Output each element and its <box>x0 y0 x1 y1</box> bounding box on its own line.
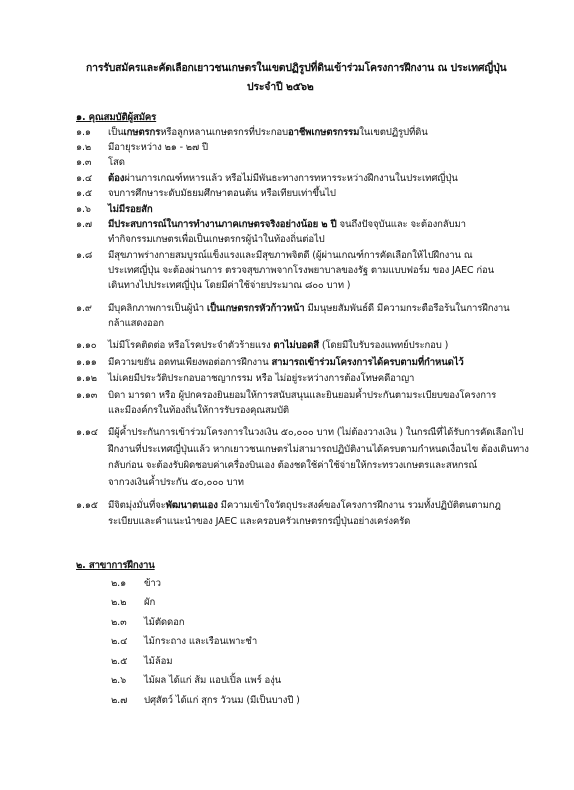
item-1-12-number: ๑.๑๒ <box>76 373 97 384</box>
item-2-7-text: ปศุสัตว์ ได้แก่ สุกร วัวนม (มีเป็นบางปี ) <box>144 695 300 706</box>
item-2-4-number: ๒.๔ <box>111 636 128 647</box>
item-2-5-text: ไม้ล้อม <box>144 656 173 667</box>
item-1-15-number: ๑.๑๕ <box>76 500 98 511</box>
item-2-7-number: ๒.๗ <box>111 695 128 706</box>
item-2-3-text: ไม้ตัดดอก <box>144 617 185 628</box>
item-1-15-line1: มีจิตมุ่งมั่นที่จะพัฒนาตนเอง มีความเข้าใจวัตถุประสงค์ของโครงการฝึกงาน รวมทั้งปฏิบัติตนตามกฎ <box>108 500 501 511</box>
item-1-7-line2: ทำกิจกรรมเกษตรเพื่อเป็นเกษตรกรผู้นำในท้องถิ่นต่อไป <box>108 234 325 245</box>
item-1-1-number: ๑.๑ <box>76 127 91 138</box>
item-2-1-text: ข้าว <box>144 578 161 589</box>
section2-heading: ๒. สาขาการฝึกงาน <box>76 560 155 571</box>
item-1-13-line2: และมีองค์กรในท้องถิ่นให้การรับรองคุณสมบัติ <box>108 405 289 416</box>
item-1-12-text: ไม่เคยมีประวัติประกอบอาชญากรรม หรือ ไม่อยู่ระหว่างการต้องโทษคดีอาญา <box>108 373 415 384</box>
item-1-2-text: มีอายุระหว่าง ๒๑ - ๒๗ ปี <box>108 142 208 153</box>
item-1-5-number: ๑.๕ <box>76 188 92 199</box>
item-1-13-line1: บิดา มารดา หรือ ผู้ปกครองยินยอมให้การสนับสนุนและยินยอมค้ำประกันตามระเบียบของโครงการ <box>108 390 497 401</box>
item-2-6-text: ไม้ผล ได้แก่ ส้ม แอปเปิ้ล แพร์ องุ่น <box>144 675 282 686</box>
item-1-6-text: ไม่มีรอยสัก <box>108 204 153 215</box>
item-1-14-number: ๑.๑๔ <box>76 427 98 438</box>
item-2-4-text: ไม้กระถาง และเรือนเพาะชำ <box>144 636 258 647</box>
item-1-10-number: ๑.๑๐ <box>76 340 97 351</box>
item-1-9-number: ๑.๙ <box>76 303 92 314</box>
item-1-15-line2: ระเบียบและคำแนะนำของ JAEC และครอบครัวเกษตรกรญี่ปุ่นอย่างเคร่งครัด <box>108 516 411 527</box>
item-2-2-text: ผัก <box>144 597 156 608</box>
item-1-3-number: ๑.๓ <box>76 157 92 168</box>
item-1-2-number: ๑.๒ <box>76 142 92 153</box>
item-1-8-line1: มีสุขภาพร่างกายสมบูรณ์แข็งแรงและมีสุขภาพจิตดี (ผู้ผ่านเกณฑ์การคัดเลือกให้ไปฝึกงาน ณ <box>108 250 473 261</box>
item-1-11-number: ๑.๑๑ <box>76 357 97 368</box>
item-1-3-text: โสด <box>108 157 125 168</box>
item-1-8-line2: ประเทศญี่ปุ่น จะต้องผ่านการ ตรวจสุขภาพจากโรงพยาบาลของรัฐ ตามแบบฟอร์ม ของ JAEC ก่อน <box>108 265 495 276</box>
item-1-14-line4: จากวงเงินค้ำประกัน ๕๐,๐๐๐ บาท <box>108 477 244 488</box>
section1-heading: ๑. คุณสมบัติผู้สมัคร <box>76 112 157 123</box>
item-2-1-number: ๒.๑ <box>111 578 127 589</box>
item-1-14-line3: กลับก่อน จะต้องรับผิดชอบค่าเครื่องบินเอง ต้องชดใช้ค่าใช้จ่ายให้กระทรวงเกษตรและสหกรณ์ <box>108 460 478 471</box>
item-1-11-text: มีความขยัน อดทนเพียงพอต่อการฝึกงาน สามารถเข้าร่วมโครงการได้ครบตามที่กำหนดไว้ <box>108 357 464 368</box>
item-1-5-text: จบการศึกษาระดับมัธยมศึกษาตอนต้น หรือเทียบเท่าขึ้นไป <box>108 188 336 199</box>
item-2-2-number: ๒.๒ <box>111 597 127 608</box>
item-1-4-text: ต้องผ่านการเกณฑ์ทหารแล้ว หรือไม่มีพันธะทางการทหารระหว่างฝึกงานในประเทศญี่ปุ่น <box>108 173 458 184</box>
doc-title-line1: การรับสมัครและคัดเลือกเยาวชนเกษตรในเขตปฏิรูปที่ดินเข้าร่วมโครงการฝึกงาน ณ ประเทศญี่ปุ่น <box>86 62 507 74</box>
item-1-10-text: ไม่มีโรคติดต่อ หรือโรคประจำตัวร้ายแรง ตาไม่บอดสี (โดยมีใบรับรองแพทย์ประกอบ ) <box>108 340 449 351</box>
item-1-14-line1: มีผู้ค้ำประกันการเข้าร่วมโครงการในวงเงิน ๕๐,๐๐๐ บาท (ไม่ต้องวางเงิน ) ในกรณีที่ได้รับการคัดเลือกไป <box>108 427 524 438</box>
item-1-6-number: ๑.๖ <box>76 204 91 215</box>
item-1-1-text: เป็นเกษตรกรหรือลูกหลานเกษตรกรที่ประกอบอาชีพเกษตรกรรมในเขตปฏิรูปที่ดิน <box>108 127 428 138</box>
item-1-9-line2: กล้าแสดงออก <box>108 318 164 329</box>
item-1-9-line1: มีบุคลิกภาพการเป็นผู้นำ เป็นเกษตรกรหัวก้าวหน้า มีมนุษยสัมพันธ์ดี มีความกระตือรือร้นในการฝึกงาน <box>108 303 510 314</box>
item-1-7-number: ๑.๗ <box>76 219 92 230</box>
doc-title-line2: ประจำปี ๒๕๖๒ <box>247 81 314 93</box>
item-1-14-line2: ฝึกงานที่ประเทศญี่ปุ่นแล้ว หากเยาวชนเกษตรไม่สามารถปฏิบัติงานได้ครบตามกำหนดเงื่อนไข ต้องเดินทาง <box>108 444 529 455</box>
item-1-8-number: ๑.๘ <box>76 250 93 261</box>
item-2-6-number: ๒.๖ <box>111 675 127 686</box>
item-2-3-number: ๒.๓ <box>111 617 127 628</box>
item-1-7-line1: มีประสบการณ์ในการทำงานภาคเกษตรจริงอย่างน้อย ๒ ปี จนถึงปัจจุบันและ จะต้องกลับมา <box>108 219 466 230</box>
item-2-5-number: ๒.๕ <box>111 656 128 667</box>
item-1-13-number: ๑.๑๓ <box>76 390 98 401</box>
item-1-4-number: ๑.๔ <box>76 173 92 184</box>
item-1-8-line3: เดินทางไปประเทศญี่ปุ่น โดยมีค่าใช้จ่ายประมาณ ๘๐๐ บาท ) <box>108 280 351 291</box>
